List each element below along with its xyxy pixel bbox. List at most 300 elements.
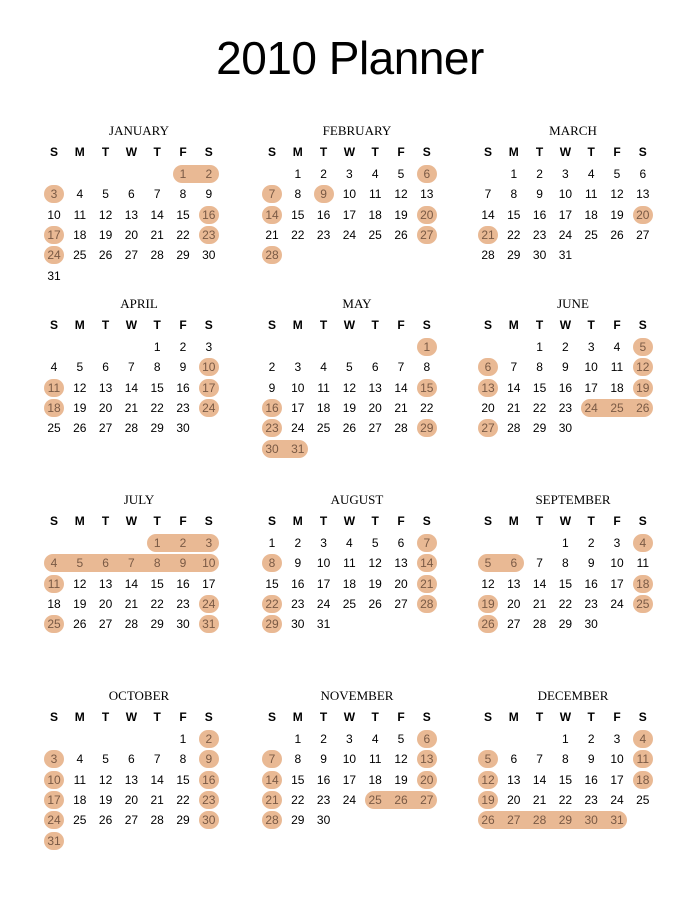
day-cell: 29 [532,421,547,436]
day-cell: 17 [584,380,598,395]
day-cell: 19 [368,576,382,591]
weekday-header: S [638,318,647,332]
day-cell: 16 [202,207,216,222]
month-june [478,296,668,466]
weekday-header: T [535,145,544,159]
weekday-header: T [101,514,110,528]
day-cell: 25 [584,227,598,242]
weekday-header: S [204,710,213,724]
day-cell: 1 [179,732,187,746]
day-cell: 15 [507,207,521,222]
day-cell: 23 [316,792,331,807]
day-cell: 29 [507,248,521,263]
day-cell: 25 [636,596,650,611]
weekday-header: S [49,145,58,159]
weekday-header: M [74,514,85,528]
weekday-header: T [319,145,328,159]
day-cell: 30 [291,617,305,632]
day-cell: 26 [610,227,624,242]
day-cell: 17 [291,400,305,415]
day-cell: 20 [481,400,495,415]
day-cell: 1 [562,732,569,746]
weekday-header: M [292,710,303,724]
day-cell: 21 [265,792,279,807]
day-cell: 7 [128,556,135,571]
day-cell: 25 [47,421,61,436]
weekday-header: F [613,710,621,724]
day-cell: 13 [368,380,382,395]
day-cell: 18 [316,400,331,415]
day-cell: 6 [639,167,647,181]
day-cell: 5 [484,556,492,571]
weekday-header: S [483,145,492,159]
day-cell: 3 [562,167,569,181]
day-cell: 23 [202,792,216,807]
day-cell: 14 [150,207,164,222]
day-cell: 27 [98,421,113,436]
weekday-header: S [422,710,431,724]
month-name: OCTOBER [108,688,170,703]
day-cell: 11 [343,556,356,571]
day-cell: 2 [179,340,187,354]
day-cell: 5 [484,752,492,767]
weekday-header: W [559,514,572,528]
day-cell: 30 [532,248,547,263]
day-cell: 17 [202,576,216,591]
weekday-header: W [125,514,138,528]
day-cell: 11 [47,576,61,591]
day-cell: 13 [124,207,139,222]
day-cell: 12 [73,576,87,591]
day-cell: 7 [510,360,518,375]
weekday-header: F [179,514,187,528]
month-march [478,123,668,293]
month-september [478,492,668,662]
day-cell: 26 [98,248,113,263]
day-cell: 3 [205,340,213,354]
day-cell: 19 [394,772,408,787]
day-cell: 3 [613,732,621,746]
day-cell: 19 [394,207,408,222]
day-cell: 7 [268,752,276,767]
day-cell: 11 [636,556,650,571]
month-name: NOVEMBER [320,688,394,703]
weekday-header: T [535,710,544,724]
day-cell: 26 [73,617,87,632]
day-cell: 1 [179,167,187,181]
day-cell: 27 [124,248,139,263]
day-cell: 16 [584,772,598,787]
day-cell: 21 [481,227,495,242]
day-cell: 21 [265,227,279,242]
day-cell: 30 [584,617,598,632]
day-cell: 13 [98,576,113,591]
day-cell: 15 [420,380,434,395]
day-cell: 20 [420,207,434,222]
day-cell: 30 [584,813,598,828]
weekday-header: F [397,514,405,528]
weekday-header: S [267,514,276,528]
day-cell: 31 [47,833,61,848]
day-cell: 10 [342,187,357,202]
day-cell: 28 [481,248,495,263]
day-cell: 3 [205,536,213,550]
day-cell: 25 [47,617,61,632]
day-cell: 30 [316,813,331,828]
day-cell: 15 [558,576,573,591]
weekday-header: W [343,514,356,528]
day-cell: 21 [532,596,547,611]
day-cell: 23 [316,227,331,242]
day-cell: 26 [394,227,408,242]
day-cell: 1 [510,167,518,181]
weekday-header: T [153,318,161,332]
day-cell: 16 [176,380,190,395]
day-cell: 24 [202,400,216,415]
day-cell: 14 [124,576,139,591]
day-cell: 14 [150,772,164,787]
day-cell: 11 [73,207,87,222]
weekday-header: S [204,514,213,528]
weekday-header: T [587,145,595,159]
day-cell: 21 [124,400,139,415]
day-cell: 7 [128,360,135,375]
day-cell: 22 [265,596,279,611]
day-cell: 1 [294,167,302,181]
day-cell: 30 [202,813,216,828]
day-cell: 22 [558,596,573,611]
day-cell: 15 [532,380,547,395]
day-cell: 28 [420,596,434,611]
day-cell: 15 [150,380,164,395]
weekday-header: F [397,710,405,724]
day-cell: 27 [124,813,139,828]
day-cell: 17 [342,207,357,222]
day-cell: 20 [636,207,650,222]
day-cell: 7 [153,187,161,202]
day-cell: 26 [481,813,495,828]
day-cell: 18 [47,596,61,611]
weekday-header: M [508,318,519,332]
day-cell: 13 [636,187,650,202]
day-cell: 4 [346,536,353,550]
day-cell: 4 [613,340,621,354]
weekday-header: T [319,514,328,528]
day-cell: 4 [587,167,595,181]
day-cell: 23 [176,400,190,415]
day-cell: 15 [176,207,190,222]
weekday-header: T [371,514,379,528]
day-cell: 20 [124,792,139,807]
day-cell: 18 [584,207,598,222]
day-cell: 7 [536,556,543,571]
day-cell: 5 [371,536,379,550]
day-cell: 11 [636,752,650,767]
day-cell: 26 [394,792,408,807]
weekday-header: S [638,514,647,528]
day-cell: 29 [150,617,164,632]
day-cell: 14 [481,207,495,222]
month-name: SEPTEMBER [535,492,611,507]
day-cell: 15 [291,772,305,787]
day-cell: 7 [423,536,431,550]
day-cell: 29 [176,248,190,263]
day-cell: 2 [587,732,595,746]
day-cell: 12 [342,380,357,395]
day-cell: 12 [98,772,113,787]
weekday-header: T [587,318,595,332]
day-cell: 27 [420,792,434,807]
day-cell: 25 [342,596,357,611]
month-name: AUGUST [330,492,384,507]
day-cell: 14 [124,380,139,395]
day-cell: 31 [610,813,624,828]
day-cell: 8 [153,556,161,571]
day-cell: 6 [510,752,518,767]
weekday-header: W [343,318,356,332]
day-cell: 13 [420,752,434,767]
day-cell: 1 [423,340,431,354]
day-cell: 16 [584,576,598,591]
day-cell: 5 [76,360,84,375]
day-cell: 29 [291,813,305,828]
day-cell: 21 [420,576,434,591]
day-cell: 23 [265,421,279,436]
day-cell: 24 [342,227,357,242]
day-cell: 12 [481,576,495,591]
day-cell: 1 [294,732,302,746]
day-cell: 12 [98,207,113,222]
month-july [44,492,234,662]
day-cell: 30 [176,421,190,436]
day-cell: 10 [316,556,331,571]
weekday-header: T [535,318,544,332]
weekday-header: T [587,514,595,528]
day-cell: 23 [558,400,573,415]
day-cell: 20 [507,792,521,807]
month-name: MARCH [549,123,597,138]
day-cell: 21 [124,596,139,611]
weekday-header: S [49,318,58,332]
weekday-header: M [74,318,85,332]
day-cell: 1 [562,536,569,550]
weekday-header: F [397,145,405,159]
day-cell: 17 [202,380,216,395]
day-cell: 24 [584,400,598,415]
day-cell: 10 [291,380,305,395]
day-cell: 25 [636,792,650,807]
day-cell: 12 [481,772,495,787]
day-cell: 9 [179,360,187,375]
day-cell: 28 [124,421,139,436]
day-cell: 4 [50,360,58,375]
highlight-pill [478,811,627,829]
day-cell: 20 [420,772,434,787]
day-cell: 2 [205,732,213,746]
day-cell: 25 [316,421,331,436]
day-cell: 7 [484,187,492,202]
day-cell: 22 [176,227,190,242]
day-cell: 27 [507,617,521,632]
day-cell: 9 [320,752,327,767]
weekday-header: M [508,514,519,528]
day-cell: 26 [636,400,650,415]
day-cell: 25 [368,792,382,807]
day-cell: 27 [636,227,650,242]
day-cell: 4 [76,187,84,202]
day-cell: 29 [558,813,573,828]
day-cell: 8 [179,187,187,202]
day-cell: 21 [394,400,408,415]
day-cell: 14 [507,380,521,395]
day-cell: 5 [613,167,621,181]
weekday-header: M [292,145,303,159]
weekday-header: F [613,318,621,332]
day-cell: 23 [202,227,216,242]
day-cell: 7 [268,187,276,202]
day-cell: 27 [507,813,521,828]
day-cell: 13 [507,772,521,787]
day-cell: 10 [558,187,573,202]
day-cell: 27 [481,421,495,436]
day-cell: 6 [484,360,492,375]
day-cell: 9 [536,187,543,202]
day-cell: 15 [176,772,190,787]
weekday-header: S [483,514,492,528]
day-cell: 13 [394,556,408,571]
weekday-header: S [267,710,276,724]
day-cell: 5 [397,167,405,181]
day-cell: 6 [510,556,518,571]
day-cell: 6 [397,536,405,550]
month-name: FEBRUARY [322,123,392,138]
day-cell: 29 [558,617,573,632]
month-name: MAY [342,296,372,311]
day-cell: 12 [394,752,408,767]
weekday-header: T [153,145,161,159]
day-cell: 6 [102,556,109,571]
day-cell: 28 [150,248,164,263]
day-cell: 8 [268,556,276,571]
weekday-header: S [638,710,647,724]
day-cell: 31 [202,617,216,632]
day-cell: 18 [73,792,87,807]
day-cell: 11 [584,187,598,202]
month-february [262,123,452,293]
weekday-header: F [179,145,187,159]
day-cell: 12 [368,556,382,571]
day-cell: 6 [128,752,135,767]
day-cell: 9 [179,556,187,571]
weekday-header: S [422,318,431,332]
day-cell: 31 [291,441,305,456]
weekday-header: W [125,710,138,724]
day-cell: 18 [73,227,87,242]
day-cell: 23 [584,792,598,807]
weekday-header: T [371,710,379,724]
day-cell: 30 [265,441,279,456]
day-cell: 14 [420,556,434,571]
day-cell: 6 [102,360,109,375]
weekday-header: F [397,318,405,332]
day-cell: 3 [613,536,621,550]
day-cell: 28 [507,421,521,436]
day-cell: 27 [98,617,113,632]
day-cell: 2 [562,340,569,354]
day-cell: 28 [265,248,279,263]
day-cell: 17 [47,227,61,242]
day-cell: 13 [507,576,521,591]
weekday-header: S [204,318,213,332]
day-cell: 24 [558,227,573,242]
day-cell: 9 [205,752,213,767]
day-cell: 26 [98,813,113,828]
day-cell: 12 [610,187,624,202]
day-cell: 25 [610,400,624,415]
day-cell: 6 [423,732,431,746]
day-cell: 1 [268,536,276,550]
day-cell: 2 [320,732,327,746]
day-cell: 26 [481,617,495,632]
day-cell: 8 [562,556,569,571]
day-cell: 7 [536,752,543,767]
weekday-header: S [49,514,58,528]
day-cell: 7 [153,752,161,767]
day-cell: 14 [532,576,547,591]
day-cell: 31 [316,617,331,632]
day-cell: 28 [394,421,408,436]
day-cell: 1 [153,536,161,550]
day-cell: 22 [507,227,521,242]
day-cell: 23 [584,596,598,611]
weekday-header: S [267,318,276,332]
month-name: DECEMBER [537,688,609,703]
day-cell: 23 [291,596,305,611]
day-cell: 18 [610,380,624,395]
day-cell: 4 [371,167,379,181]
day-cell: 21 [150,792,164,807]
day-cell: 7 [397,360,405,375]
day-cell: 18 [342,576,357,591]
day-cell: 13 [98,380,113,395]
day-cell: 31 [558,248,573,263]
day-cell: 23 [176,596,190,611]
day-cell: 25 [73,813,87,828]
month-may [262,296,452,466]
day-cell: 26 [342,421,357,436]
day-cell: 2 [587,536,595,550]
day-cell: 11 [610,360,624,375]
day-cell: 18 [47,400,61,415]
weekday-header: T [319,318,328,332]
day-cell: 11 [317,380,330,395]
day-cell: 29 [420,421,434,436]
day-cell: 21 [150,227,164,242]
day-cell: 2 [294,536,302,550]
weekday-header: F [613,514,621,528]
day-cell: 27 [368,421,382,436]
day-cell: 9 [205,187,213,202]
weekday-header: T [535,514,544,528]
day-cell: 9 [320,187,327,202]
day-cell: 2 [268,360,276,375]
day-cell: 12 [636,360,650,375]
day-cell: 24 [291,421,305,436]
day-cell: 27 [394,596,408,611]
day-cell: 5 [397,732,405,746]
day-cell: 17 [558,207,573,222]
day-cell: 9 [587,556,595,571]
